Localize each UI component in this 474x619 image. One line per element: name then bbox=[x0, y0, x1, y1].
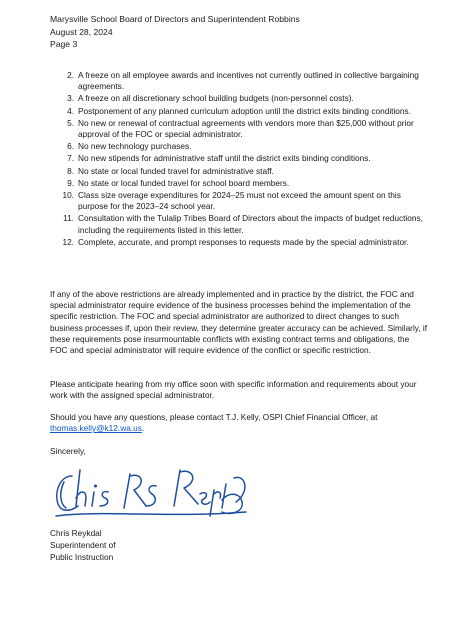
contact-end: . bbox=[141, 423, 145, 434]
closing-salutation: Sincerely, bbox=[50, 446, 86, 456]
list-number: 4. bbox=[67, 105, 74, 116]
list-item bbox=[50, 106, 430, 117]
list-item bbox=[50, 93, 430, 104]
restrictions-list bbox=[50, 70, 430, 249]
page-number: Page 3 bbox=[50, 39, 78, 49]
list-text: Postponement of any planned curriculum adoption until the district exits binding conditions. bbox=[78, 105, 411, 116]
list-number: 7. bbox=[67, 153, 74, 164]
list-text: Complete, accurate, and prompt responses to requests made by the special administrator. bbox=[78, 236, 409, 247]
signer-name: Chris Reykdal bbox=[50, 528, 102, 538]
list-number: 2. bbox=[67, 70, 74, 80]
letter-date: August 28, 2024 bbox=[50, 26, 113, 37]
list-item bbox=[50, 190, 430, 212]
list-item bbox=[50, 166, 430, 177]
evidence-paragraph: If any of the above restrictions are already implemented and in practice by the district, the FOC and special administrator require evidence of the business processes behind the implementation of the specific restriction. The FOC and special administrator are authorized to direct changes to such business processes if, upon their review, they determine greater accuracy can be achieved. Similarly, if these requirements pose insurmountable conflicts with existing contract terms and obligations, the FOC and special administrator will require evidence of the conflict or specific restriction. bbox=[50, 289, 428, 356]
list-text: Consultation with the Tulalip Tribes Board of Directors about the impacts of budget reductions, including the requirements listed in this letter. bbox=[78, 213, 423, 235]
list-text: No new stipends for administrative staff until the district exits binding conditions. bbox=[78, 153, 371, 164]
list-number: 9. bbox=[67, 177, 74, 188]
list-item bbox=[50, 118, 430, 140]
list-item bbox=[50, 237, 430, 248]
handwritten-signature bbox=[50, 462, 250, 524]
list-text: No new or renewal of contractual agreements with vendors more than $25,000 without prior approval of the FOC or special administrator. bbox=[78, 117, 414, 140]
list-item bbox=[50, 141, 430, 152]
recipient-line: Marysville School Board of Directors and Superintendent Robbins bbox=[50, 14, 300, 24]
list-item bbox=[50, 70, 430, 92]
list-number: 12. bbox=[62, 236, 74, 247]
list-number: 5. bbox=[67, 117, 74, 128]
list-number: 6. bbox=[67, 141, 74, 152]
list-text: No new technology purchases. bbox=[78, 141, 192, 152]
signer-title-line-1: Superintendent of bbox=[50, 540, 116, 550]
signer-title-line-2: Public Instruction bbox=[50, 552, 114, 562]
contact-text: Should you have any questions, please contact T.J. Kelly, OSPI Chief Financial Officer, at bbox=[50, 412, 378, 422]
signer-block bbox=[50, 527, 116, 563]
list-number: 11. bbox=[63, 213, 74, 224]
list-text: A freeze on all employee awards and incentives not currently outlined in collective bargaining agreements. bbox=[78, 70, 419, 92]
letter-header bbox=[50, 13, 300, 51]
anticipate-paragraph: Please anticipate hearing from my office soon with specific information and requirements about your work with the assigned special administrator. bbox=[50, 379, 417, 401]
list-item bbox=[50, 213, 430, 235]
list-text: No state or local funded travel for school board members. bbox=[78, 177, 290, 188]
list-text: No state or local funded travel for administrative staff. bbox=[78, 165, 274, 176]
list-number: 8. bbox=[67, 165, 74, 176]
list-item bbox=[50, 178, 430, 189]
list-text: A freeze on all discretionary school building budgets (non-personnel costs). bbox=[78, 93, 354, 104]
list-number: 3. bbox=[67, 93, 74, 104]
list-number: 10. bbox=[62, 190, 74, 201]
list-item bbox=[50, 153, 430, 164]
email-link[interactable]: thomas.kelly@k12.wa.us bbox=[50, 423, 142, 434]
list-text: Class size overage expenditures for 2024–25 must not exceed the amount spent on this purpose for the 2023–24 school year. bbox=[78, 190, 401, 212]
contact-paragraph bbox=[50, 412, 428, 434]
